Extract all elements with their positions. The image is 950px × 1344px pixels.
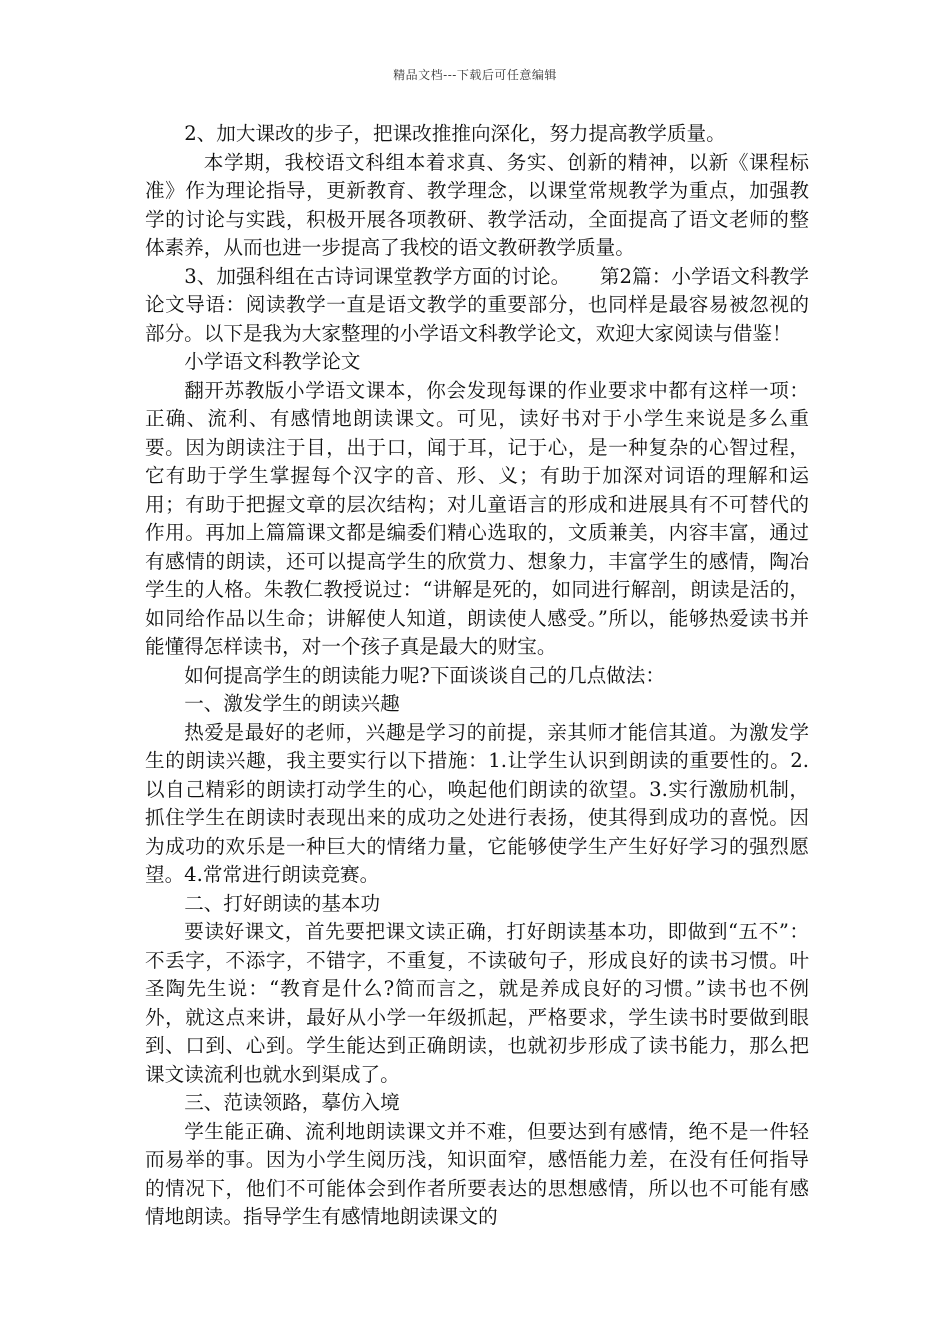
paragraph: 3、加强科组在古诗词课堂教学方面的讨论。 第2篇：小学语文科教学论文导语：阅读教学一直是语文教学的重要部分，也同样是最容易被忽视的部分。以下是我为大家整理的小学语文科教学论文，欢迎大家阅读与借鉴！ bbox=[145, 264, 809, 345]
paragraph: 要读好课文，首先要把课文读正确，打好朗读基本功，即做到“五不”：不丢字，不添字，不错字，不重复，不读破句子，形成良好的读书习惯。叶圣陶先生说：“教育是什么?简而言之，就是养成良好的习惯。”读书也不例外，就这点来讲，最好从小学一年级抓起，严格要求，学生读书时要做到眼到、口到、心到。学生能达到正确朗读，也就初步形成了读书能力，那么把课文读流利也就水到渠成了。 bbox=[145, 920, 809, 1086]
document-body bbox=[145, 120, 809, 1232]
paragraph: 翻开苏教版小学语文课本，你会发现每课的作业要求中都有这样一项：正确、流利、有感情地朗读课文。可见，读好书对于小学生来说是多么重要。因为朗读注于目，出于口，闻于耳，记于心，是一种复杂的心智过程，它有助于学生掌握每个汉字的音、形、义；有助于加深对词语的理解和运用；有助于把握文章的层次结构；对儿童语言的形成和进展具有不可替代的作用。再加上篇篇课文都是编委们精心选取的，文质兼美，内容丰富，通过有感情的朗读，还可以提高学生的欣赏力、想象力，丰富学生的感情，陶冶学生的人格。朱教仁教授说过：“讲解是死的，如同进行解剖，朗读是活的，如同给作品以生命；讲解使人知道，朗读使人感受。”所以，能够热爱读书并能懂得怎样读书，对一个孩子真是最大的财宝。 bbox=[145, 378, 809, 658]
paragraph: 学生能正确、流利地朗读课文并不难，但要达到有感情，绝不是一件轻而易举的事。因为小学生阅历浅，知识面窄，感悟能力差，在没有任何指导的情况下，他们不可能体会到作者所要表达的思想感情，所以也不可能有感情地朗读。指导学生有感情地朗读课文的 bbox=[145, 1119, 809, 1228]
paragraph: 如何提高学生的朗读能力呢?下面谈谈自己的几点做法： bbox=[184, 663, 665, 687]
paragraph: 2、加大课改的步子，把课改推推向深化，努力提高教学质量。 bbox=[184, 122, 726, 145]
paragraph: 本学期，我校语文科组本着求真、务实、创新的精神，以新《课程标准》作为理论指导，更新教育、教学理念，以课堂常规教学为重点，加强教学的讨论与实践，积极开展各项教研、教学活动，全面提高了语文老师的整体素养，从而也进一步提高了我校的语文教研教学质量。 bbox=[145, 150, 809, 259]
section-heading: 一、激发学生的朗读兴趣 bbox=[184, 692, 400, 715]
section-heading: 三、范读领路，摹仿入境 bbox=[184, 1091, 400, 1114]
page-header: 精品文档---下载后可任意编辑 bbox=[393, 68, 557, 82]
section-heading: 二、打好朗读的基本功 bbox=[184, 891, 381, 915]
section-title: 小学语文科教学论文 bbox=[184, 350, 361, 373]
paragraph: 热爱是最好的老师，兴趣是学习的前提，亲其师才能信其道。为激发学生的朗读兴趣，我主要实行以下措施：1.让学生认识到朗读的重要性的。2.以自己精彩的朗读打动学生的心，唤起他们朗读的欲望。3.实行激励机制，抓住学生在朗读时表现出来的成功之处进行表扬，使其得到成功的喜悦。因为成功的欢乐是一种巨大的情绪力量，它能够使学生产生好好学习的强烈愿望。4.常常进行朗读竞赛。 bbox=[145, 720, 809, 886]
